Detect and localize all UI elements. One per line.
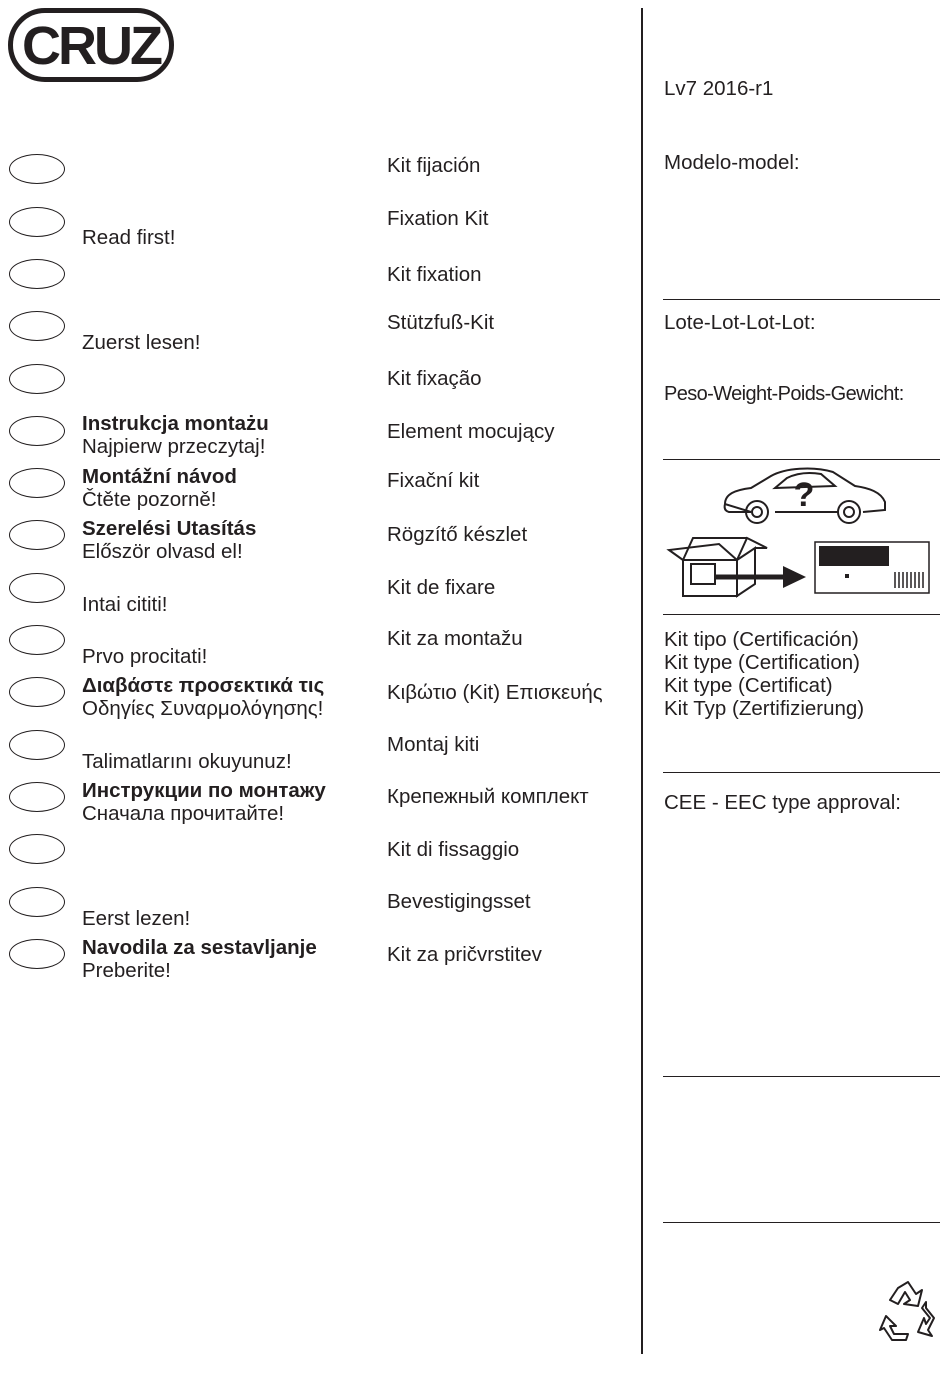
kit-name: Kit za montažu <box>387 627 523 650</box>
approval-label: CEE - EEC type approval: <box>664 791 901 814</box>
instructions-heading: Szerelési Utasítás <box>82 517 257 540</box>
language-checkbox[interactable] <box>9 416 65 446</box>
kit-name: Fixation Kit <box>387 207 489 230</box>
read-first-text: Сначала прочитайте! <box>82 802 285 825</box>
divider-line <box>663 1222 940 1223</box>
cert-line: Kit tipo (Certificación) <box>664 628 859 651</box>
language-entry <box>82 593 372 616</box>
language-entry <box>82 645 372 668</box>
instructions-heading: Navodila za sestavljanje <box>82 936 317 959</box>
language-checkbox[interactable] <box>9 364 65 394</box>
lot-label: Lote-Lot-Lot-Lot: <box>664 311 816 334</box>
kit-name: Element mocujący <box>387 420 555 443</box>
car-and-box-label-icon <box>663 464 937 607</box>
kit-name: Bevestigingsset <box>387 890 531 913</box>
certification-block <box>664 628 864 720</box>
language-checkbox[interactable] <box>9 259 65 289</box>
svg-text:CRUZ: CRUZ <box>22 16 160 76</box>
column-divider <box>641 8 643 1354</box>
kit-name: Κιβώτιο (Kit) Επισκευής <box>387 681 603 704</box>
kit-name: Kit de fixare <box>387 576 496 599</box>
divider-line <box>663 772 940 773</box>
language-entry <box>82 331 372 354</box>
kit-name: Kit fixation <box>387 263 482 286</box>
cert-line: Kit type (Certificat) <box>664 674 833 697</box>
kit-name: Fixační kit <box>387 469 480 492</box>
read-first-text: Prvo procitati! <box>82 645 208 668</box>
read-first-text: Először olvasd el! <box>82 540 243 563</box>
model-label: Modelo-model: <box>664 151 800 174</box>
instructions-heading: Инструкции по монтажу <box>82 779 326 802</box>
language-checkbox[interactable] <box>9 677 65 707</box>
kit-name: Kit fijación <box>387 154 481 177</box>
kit-name: Kit fixação <box>387 367 482 390</box>
language-entry <box>82 674 372 720</box>
language-entry <box>82 465 372 511</box>
language-checkbox[interactable] <box>9 154 65 184</box>
kit-name: Крепежный комплект <box>387 785 589 808</box>
divider-line <box>663 614 940 615</box>
kit-name: Stützfuß-Kit <box>387 311 495 334</box>
weight-label: Peso-Weight-Poids-Gewicht: <box>664 383 904 405</box>
version-code: Lv7 2016-r1 <box>664 77 774 100</box>
language-entry <box>82 517 372 563</box>
language-checkbox[interactable] <box>9 834 65 864</box>
kit-name: Rögzítő készlet <box>387 523 528 546</box>
language-entry <box>82 750 372 773</box>
read-first-text: Intai cititi! <box>82 593 168 616</box>
language-entry <box>82 779 372 825</box>
language-entry <box>82 936 372 982</box>
cruz-logo-icon <box>8 8 174 82</box>
divider-line <box>663 1076 940 1077</box>
language-entry <box>82 226 372 249</box>
cert-line: Kit type (Certification) <box>664 651 860 674</box>
cert-line: Kit Typ (Zertifizierung) <box>664 697 865 720</box>
language-checkbox[interactable] <box>9 625 65 655</box>
instructions-heading: Instrukcja montażu <box>82 412 269 435</box>
read-first-text: Zuerst lesen! <box>82 331 201 354</box>
svg-text:?: ? <box>793 476 815 514</box>
recycle-icon <box>876 1278 942 1349</box>
read-first-text: Preberite! <box>82 959 171 982</box>
instructions-heading: Διαβάστε προσεκτικά τις <box>82 674 325 697</box>
kit-name: Kit za pričvrstitev <box>387 943 542 966</box>
read-first-text: Eerst lezen! <box>82 907 191 930</box>
language-entry <box>82 907 372 930</box>
language-checkbox[interactable] <box>9 311 65 341</box>
read-first-text: Read first! <box>82 226 176 249</box>
language-checkbox[interactable] <box>9 730 65 760</box>
kit-name: Montaj kiti <box>387 733 480 756</box>
kit-name: Kit di fissaggio <box>387 838 520 861</box>
read-first-text: Talimatlarını okuyunuz! <box>82 750 292 773</box>
language-checkbox[interactable] <box>9 520 65 550</box>
language-checkbox[interactable] <box>9 887 65 917</box>
divider-line <box>663 299 940 300</box>
language-checkbox[interactable] <box>9 468 65 498</box>
read-first-text: Οδηγίες Συναρμολόγησης! <box>82 697 324 720</box>
language-entry <box>82 412 372 458</box>
read-first-text: Najpierw przeczytaj! <box>82 435 266 458</box>
read-first-text: Čtěte pozorně! <box>82 488 217 511</box>
language-checkbox[interactable] <box>9 573 65 603</box>
language-checkbox[interactable] <box>9 782 65 812</box>
language-checkbox[interactable] <box>9 207 65 237</box>
brand-logo <box>8 8 174 87</box>
language-checkbox[interactable] <box>9 939 65 969</box>
divider-line <box>663 459 940 460</box>
instructions-heading: Montážní návod <box>82 465 237 488</box>
